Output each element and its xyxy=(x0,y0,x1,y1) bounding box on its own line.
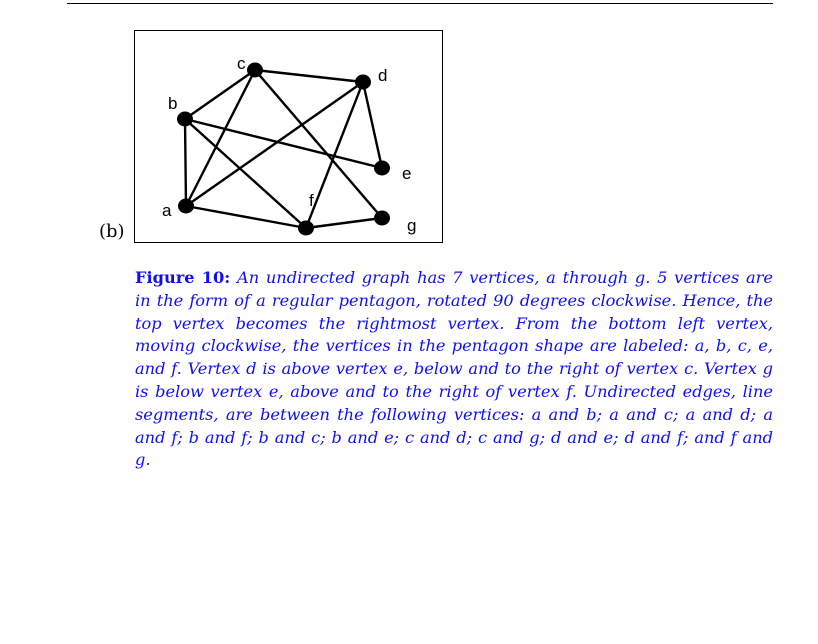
vertex-label-c: c xyxy=(237,54,246,73)
graph-canvas xyxy=(135,31,444,244)
vertex-d xyxy=(355,75,371,90)
edge-a-c xyxy=(186,70,255,206)
caption-text: An undirected graph has 7 vertices, a through g. 5 vertices are in the form of a regular pentagon, rotated 90 degrees clockwise. Hence, the top vertex becomes the rightmost vertex. From the bottom left vertex, moving clockwise, the vertices in the pentagon shape are labeled: a, b, c, e, and f. Vertex d is above vertex e, below and to the right of vertex c. Vertex g is below vertex e, above and to the right of vertex f. Undirected edges, line segments, are between the following vertices: a and b; a and c; a and d; a and f; b and f; b and c; b and e; c and d; c and g; d and e; d and f; and f and g. xyxy=(135,268,773,470)
edge-b-c xyxy=(185,70,255,119)
vertex-g xyxy=(374,211,390,226)
vertex-label-f: f xyxy=(309,191,314,210)
vertex-label-a: a xyxy=(162,201,172,220)
caption-figure-ref: Figure 10: xyxy=(135,268,231,287)
vertex-f xyxy=(298,221,314,236)
edge-b-e xyxy=(185,119,382,168)
vertex-c xyxy=(247,63,263,78)
vertex-e xyxy=(374,161,390,176)
graph-figure xyxy=(134,30,443,243)
edge-d-e xyxy=(363,82,382,168)
vertex-label-b: b xyxy=(168,94,178,113)
vertex-label-d: d xyxy=(378,66,388,85)
subfigure-label: (b) xyxy=(99,221,125,242)
edge-d-f xyxy=(306,82,363,228)
vertex-a xyxy=(178,199,194,214)
edge-c-d xyxy=(255,70,363,82)
figure-caption xyxy=(135,267,773,472)
vertex-label-g: g xyxy=(407,216,417,235)
top-rule xyxy=(67,3,773,4)
edge-a-f xyxy=(186,206,306,228)
edge-layer xyxy=(185,70,382,228)
edge-f-g xyxy=(306,218,382,228)
vertex-b xyxy=(177,112,193,127)
vertex-label-e: e xyxy=(402,164,412,183)
edge-a-b xyxy=(185,119,186,206)
